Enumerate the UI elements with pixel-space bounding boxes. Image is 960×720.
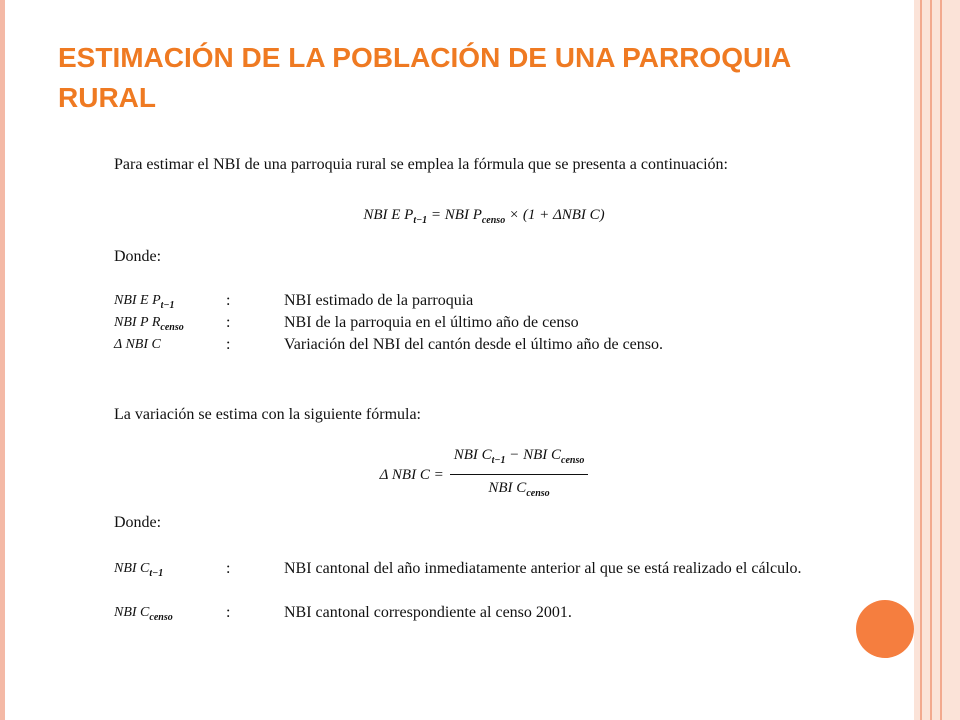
slide-title: ESTIMACIÓN DE LA POBLACIÓN DE UNA PARROQUIA RURAL	[58, 42, 791, 113]
definition-colon: :	[226, 292, 231, 309]
definition-row	[114, 602, 854, 624]
intro-text: Para estimar el NBI de una parroquia rural se emplea la fórmula que se presenta a continuación:	[114, 156, 728, 173]
definition-colon: :	[226, 336, 231, 353]
formula-fraction	[450, 444, 589, 505]
definitions-list-2	[114, 558, 854, 624]
right-border-line	[930, 0, 932, 720]
definition-colon: :	[226, 560, 231, 577]
formula-variation	[114, 444, 854, 505]
definition-symbol: Δ NBI C	[114, 337, 161, 352]
formula-subscript: t−1	[413, 215, 428, 226]
donde-label: Donde:	[114, 248, 162, 265]
formula-term: NBI E P	[363, 207, 414, 223]
definition-text: NBI de la parroquia en el último año de censo	[284, 314, 579, 331]
formula-lhs: Δ NBI C =	[379, 466, 444, 483]
definition-row	[114, 334, 854, 356]
fraction-denominator: NBI $C_{censo}$	[488, 480, 550, 499]
left-border-decoration	[0, 0, 5, 720]
definition-text: NBI cantonal del año inmediatamente anterior al que se está realizado el cálculo.	[284, 560, 802, 577]
definition-symbol: NBI $C_{censo}$	[114, 605, 173, 623]
right-border-line	[920, 0, 922, 720]
definition-symbol: NBI E $P_{t-1}$	[114, 293, 175, 311]
definition-text: NBI estimado de la parroquia	[284, 292, 474, 309]
decorative-circle	[856, 600, 914, 658]
definition-colon: :	[226, 604, 231, 621]
fraction-numerator: NBI $C_{t-1}$ − NBI $C_{censo}$	[450, 444, 589, 475]
definitions-list-1	[114, 290, 854, 356]
formula-subscript: censo	[481, 215, 506, 226]
formula-term: × (1 + ΔNBI C)	[505, 207, 605, 223]
formula-nbi-estimate	[114, 204, 854, 232]
definition-text: Variación del NBI del cantón desde el último año de censo.	[284, 336, 663, 353]
definition-row	[114, 558, 854, 602]
definition-symbol: NBI $C_{t-1}$	[114, 561, 164, 579]
definition-row	[114, 290, 854, 312]
right-border-line	[940, 0, 942, 720]
variation-intro-text: La variación se estima con la siguiente fórmula:	[114, 406, 421, 423]
donde-label: Donde:	[114, 514, 162, 531]
definition-text: NBI cantonal correspondiente al censo 2001.	[284, 604, 572, 621]
definition-symbol: NBI P $R_{censo}$	[114, 315, 184, 333]
formula-term: = NBI P	[427, 207, 482, 223]
definition-row	[114, 312, 854, 334]
definition-colon: :	[226, 314, 231, 331]
